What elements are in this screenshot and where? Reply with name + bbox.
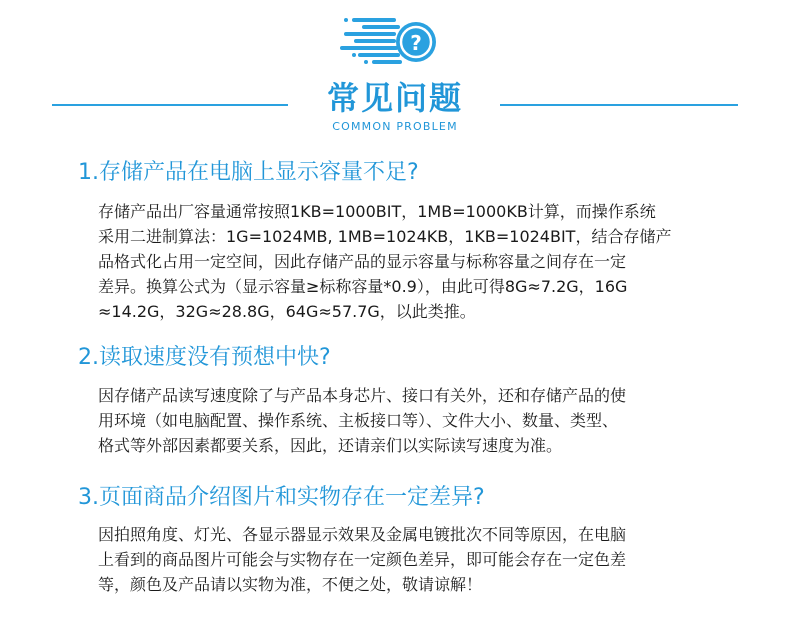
answer-line: 存储产品出厂容量通常按照1KB=1000BIT，1MB=1000KB计算，而操作系统: [98, 202, 656, 221]
answer-line: 因存储产品读写速度除了与产品本身芯片、接口有关外，还和存储产品的使: [98, 386, 627, 405]
faq-question-3: 3.页面商品介绍图片和实物存在一定差异?: [78, 485, 485, 510]
answer-line: ≈14.2G，32G≈28.8G，64G≈57.7G，以此类推。: [98, 302, 476, 321]
answer-line: 采用二进制算法：1G=1024MB, 1MB=1024KB，1KB=1024BIT，结合存储产: [98, 227, 672, 246]
faq-answer-1: [98, 199, 698, 324]
faq-answer-2: [98, 383, 698, 458]
answer-line: 等，颜色及产品请以实物为准，不便之处，敬请谅解！: [98, 575, 483, 594]
svg-text:?: ?: [410, 31, 422, 55]
page-title: 常见问题: [326, 79, 463, 117]
speed-lines: [340, 18, 402, 64]
answer-line: 差异。换算公式为（显示容量≥标称容量*0.9），由此可得8G≈7.2G，16G: [98, 277, 628, 296]
question-bubble-icon: [338, 10, 442, 70]
answer-line: 用环境（如电脑配置、操作系统、主板接口等）、文件大小、数量、类型、: [98, 411, 619, 430]
answer-line: 格式等外部因素都要关系，因此，还请亲们以实际读写速度为准。: [98, 436, 563, 455]
faq-answer-3: [98, 522, 698, 597]
answer-line: 上看到的商品图片可能会与实物存在一定颜色差异，即可能会存在一定色差: [98, 550, 627, 569]
answer-line: 因拍照角度、灯光、各显示器显示效果及金属电镀批次不同等原因，在电脑: [98, 525, 627, 544]
answer-line: 品格式化占用一定空间，因此存储产品的显示容量与标称容量之间存在一定: [98, 252, 627, 271]
faq-question-1: 1.存储产品在电脑上显示容量不足?: [78, 160, 419, 185]
page-subtitle: COMMON PROBLEM: [332, 120, 458, 133]
faq-question-2: 2.读取速度没有预想中快?: [78, 345, 331, 370]
